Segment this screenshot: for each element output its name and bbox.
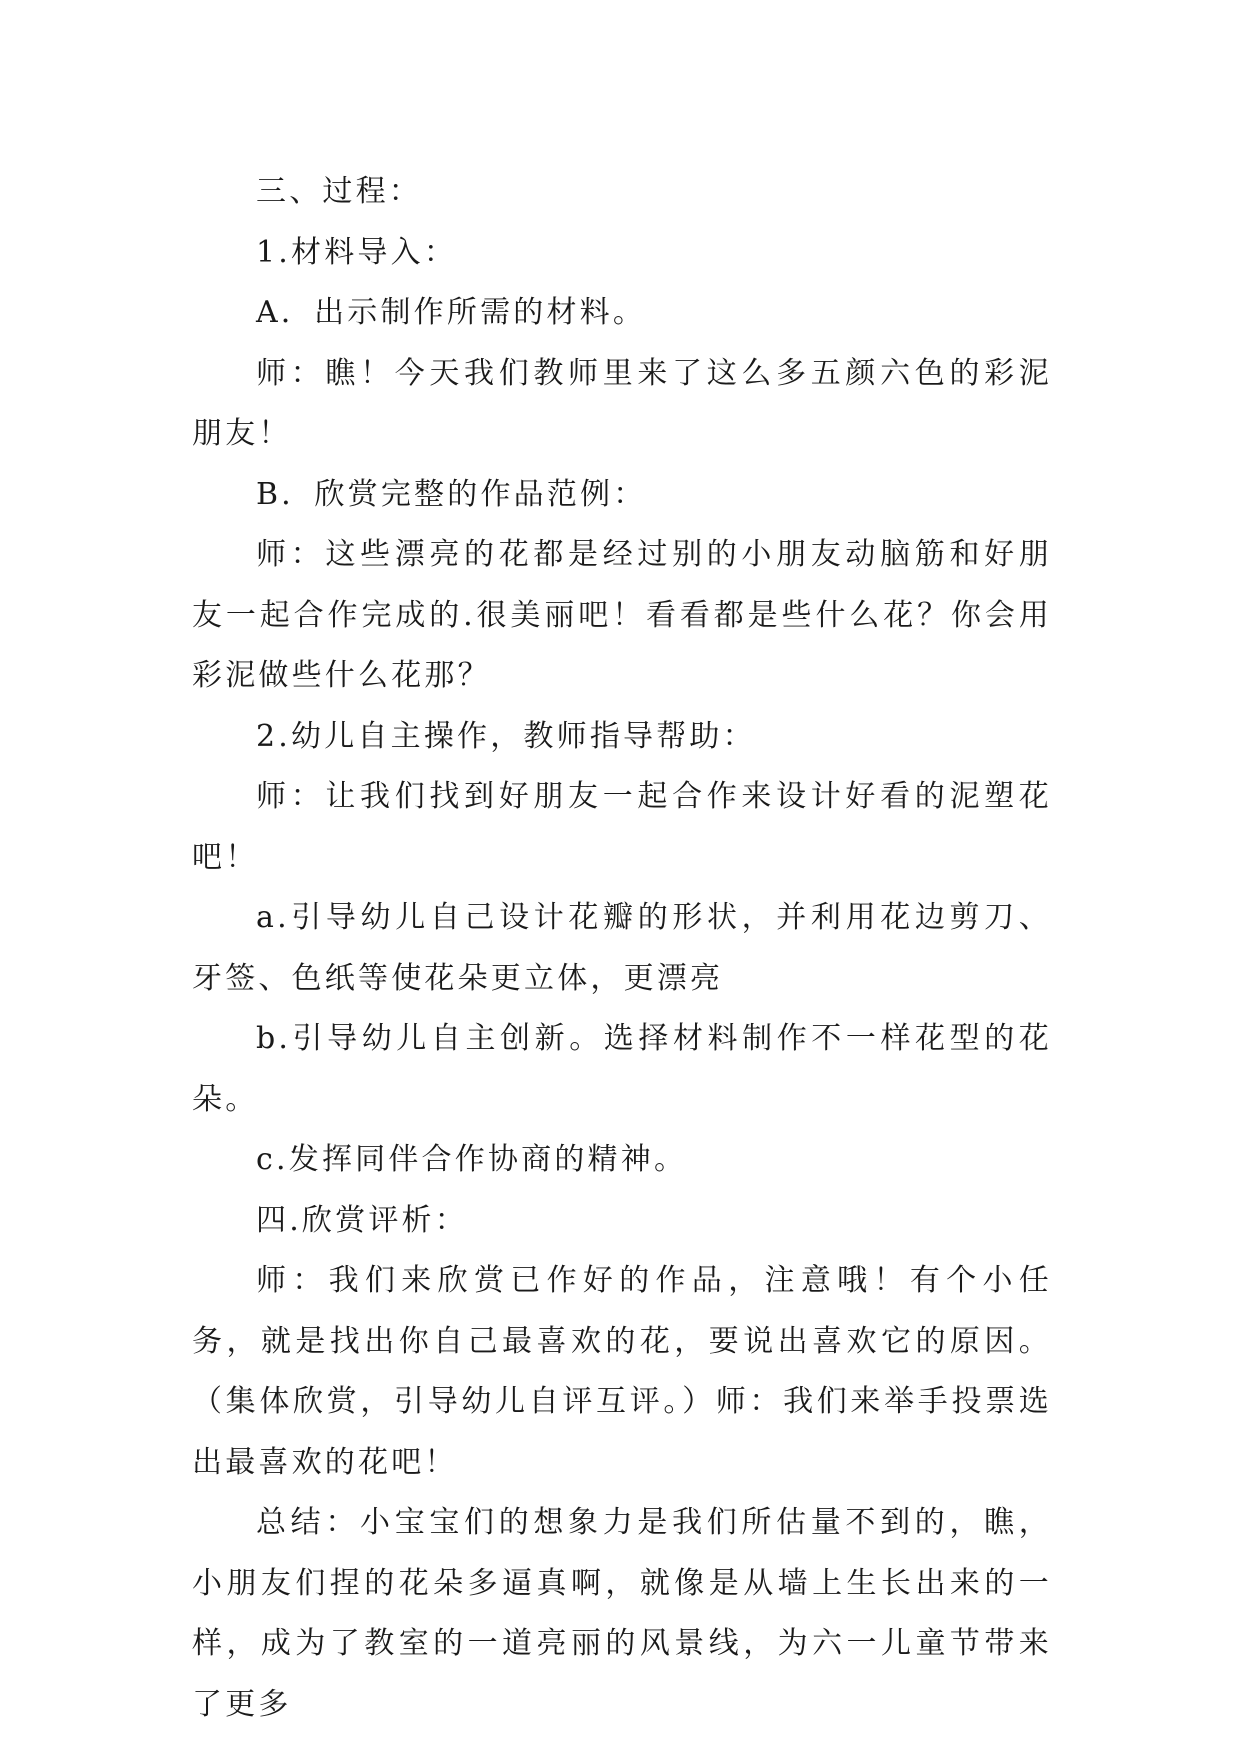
list-item-a: a.引导幼儿自己设计花瓣的形状，并利用花边剪刀、牙签、色纸等使花朵更立体，更漂亮 [192,900,1052,996]
section-heading-process: 三、过程： [256,174,422,209]
paragraph-teacher-look: 师：瞧！今天我们教师里来了这么多五颜六色的彩泥朋友！ [192,355,1052,451]
step-heading-material-intro: 1.材料导入： [256,234,458,270]
paragraph-teacher-appreciate: 师：我们来欣赏已作好的作品，注意哦！有个小任务，就是找出你自己最喜欢的花，要说出喜欢它的原因。（集体欣赏，引导幼儿自评互评。）师：我们来举手投票选出最喜欢的花吧！ [192,1263,1052,1480]
list-item-b: b.引导幼儿自主创新。选择材料制作不一样花型的花朵。 [192,1021,1052,1117]
step-heading-self-operation: 2.幼儿自主操作，教师指导帮助： [256,718,756,754]
paragraph-appreciate-examples: B．欣赏完整的作品范例： [256,476,647,512]
list-item-c: c.发挥同伴合作协商的精神。 [256,1142,688,1177]
paragraph-show-materials: A．出示制作所需的材料。 [256,295,647,330]
paragraph-teacher-flowers: 师：这些漂亮的花都是经过别的小朋友动脑筋和好朋友一起合作完成的.很美丽吧！看看都是些什么花？你会用彩泥做些什么花那？ [192,537,1052,693]
paragraph-summary: 总结：小宝宝们的想象力是我们所估量不到的，瞧，小朋友们捏的花朵多逼真啊，就像是从墙上生长出来的一样，成为了教室的一道亮丽的风景线，为六一儿童节带来了更多 [192,1505,1052,1722]
document-body [192,162,1052,1735]
section-heading-appreciation: 四.欣赏评析： [256,1202,468,1238]
paragraph-teacher-design: 师：让我们找到好朋友一起合作来设计好看的泥塑花吧！ [192,779,1052,875]
